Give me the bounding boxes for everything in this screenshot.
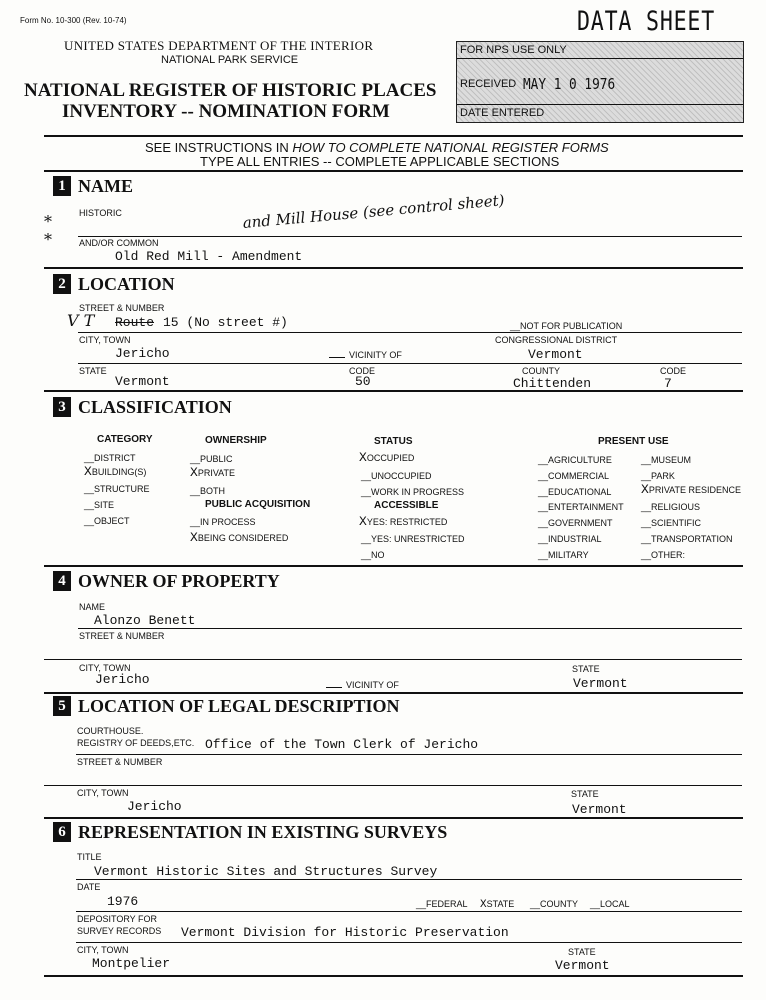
margin-asterisk: * bbox=[44, 230, 52, 249]
accessible-yes-restricted: XYES: RESTRICTED bbox=[359, 514, 448, 529]
use-industrial: __INDUSTRIAL bbox=[538, 534, 602, 544]
use-other: __OTHER: bbox=[641, 550, 686, 560]
code2-label: CODE bbox=[660, 366, 687, 376]
registry-value: Office of the Town Clerk of Jericho bbox=[205, 737, 479, 752]
city-town-label: CITY, TOWN bbox=[79, 335, 131, 345]
survey-date-label: DATE bbox=[77, 882, 101, 892]
survey-county: __COUNTY bbox=[530, 899, 579, 909]
accessible-yes-unrestricted: __YES: UNRESTRICTED bbox=[361, 534, 465, 544]
ownership-public: __PUBLIC bbox=[190, 454, 233, 464]
use-agriculture: __AGRICULTURE bbox=[538, 455, 612, 465]
street-number-label: STREET & NUMBER bbox=[79, 303, 165, 313]
divider bbox=[44, 267, 743, 269]
code-label: CODE bbox=[349, 366, 376, 376]
use-military: __MILITARY bbox=[538, 550, 589, 560]
service-name: NATIONAL PARK SERVICE bbox=[161, 54, 299, 66]
owner-vicinity-of: VICINITY OF bbox=[326, 680, 399, 690]
survey-date-value: 1976 bbox=[107, 894, 139, 909]
section-number-2: 2 bbox=[53, 274, 71, 294]
ownership-heading: OWNERSHIP bbox=[205, 435, 267, 446]
legal-city-value: Jericho bbox=[127, 799, 182, 814]
use-scientific: __SCIENTIFIC bbox=[641, 518, 702, 528]
status-work-in-progress: __WORK IN PROGRESS bbox=[361, 487, 465, 497]
present-use-heading: PRESENT USE bbox=[598, 436, 669, 447]
received-date: MAY 1 0 1976 bbox=[523, 75, 616, 93]
status-unoccupied: __UNOCCUPIED bbox=[361, 471, 432, 481]
divider bbox=[44, 975, 743, 977]
form-title-line1: NATIONAL REGISTER OF HISTORIC PLACES bbox=[24, 80, 437, 101]
category-site: __SITE bbox=[84, 500, 115, 510]
county-value: Chittenden bbox=[513, 376, 592, 391]
owner-name-value: Alonzo Benett bbox=[94, 613, 196, 628]
state-code-value: 50 bbox=[355, 374, 371, 389]
ownership-private: XPRIVATE bbox=[190, 465, 235, 480]
common-label: AND/OR COMMON bbox=[79, 238, 159, 248]
congressional-district-label: CONGRESSIONAL DISTRICT bbox=[495, 335, 618, 345]
margin-asterisk: * bbox=[44, 212, 52, 231]
state-value: Vermont bbox=[115, 374, 170, 389]
form-title-line2: INVENTORY -- NOMINATION FORM bbox=[62, 101, 390, 122]
category-object: __OBJECT bbox=[84, 516, 130, 526]
section-heading-location: LOCATION bbox=[78, 274, 175, 294]
divider bbox=[44, 817, 743, 819]
owner-state-label: STATE bbox=[572, 664, 600, 674]
owner-city-label: CITY, TOWN bbox=[79, 663, 131, 673]
nps-use-only-label: FOR NPS USE ONLY bbox=[460, 44, 567, 56]
courthouse-label: COURTHOUSE. bbox=[77, 726, 144, 736]
category-district: __DISTRICT bbox=[84, 453, 136, 463]
survey-local: __LOCAL bbox=[590, 899, 630, 909]
use-educational: __EDUCATIONAL bbox=[538, 487, 612, 497]
ownership-both: __BOTH bbox=[190, 486, 226, 496]
survey-state: XSTATE bbox=[480, 899, 515, 911]
struck-route: Route bbox=[115, 315, 155, 330]
depository-label-2: SURVEY RECORDS bbox=[77, 926, 162, 936]
public-acquisition-heading: PUBLIC ACQUISITION bbox=[205, 499, 311, 510]
section-number-6: 6 bbox=[53, 822, 71, 842]
depository-value: Vermont Division for Historic Preservation bbox=[181, 925, 509, 940]
state-label: STATE bbox=[79, 366, 107, 376]
divider bbox=[44, 390, 743, 392]
date-entered-label: DATE ENTERED bbox=[460, 107, 545, 119]
divider bbox=[44, 135, 743, 137]
use-park: __PARK bbox=[641, 471, 675, 481]
divider bbox=[44, 692, 743, 694]
handwritten-vt: V T bbox=[67, 311, 95, 330]
accessible-no: __NO bbox=[361, 550, 385, 560]
divider bbox=[44, 170, 743, 172]
legal-street-label: STREET & NUMBER bbox=[77, 757, 163, 767]
depository-label-1: DEPOSITORY FOR bbox=[77, 914, 158, 924]
use-religious: __RELIGIOUS bbox=[641, 502, 701, 512]
category-structure: __STRUCTURE bbox=[84, 484, 150, 494]
department-name: UNITED STATES DEPARTMENT OF THE INTERIOR bbox=[64, 38, 374, 53]
see-instructions: SEE INSTRUCTIONS IN HOW TO COMPLETE NATIONAL REGISTER FORMS bbox=[145, 140, 609, 155]
legal-state-value: Vermont bbox=[572, 802, 627, 817]
use-private-residence: XPRIVATE RESIDENCE bbox=[641, 482, 741, 497]
city-value: Jericho bbox=[115, 346, 170, 361]
status-heading: STATUS bbox=[374, 436, 413, 447]
section-number-5: 5 bbox=[53, 696, 71, 716]
owner-state-value: Vermont bbox=[573, 676, 628, 691]
acquisition-being-considered: XBEING CONSIDERED bbox=[190, 530, 289, 545]
nps-use-only-box bbox=[456, 41, 744, 123]
section-heading-legal: LOCATION OF LEGAL DESCRIPTION bbox=[78, 696, 400, 716]
section-heading-surveys: REPRESENTATION IN EXISTING SURVEYS bbox=[78, 822, 448, 842]
legal-state-label: STATE bbox=[571, 789, 599, 799]
common-name-value: Old Red Mill - Amendment bbox=[115, 249, 303, 264]
street-value: 15 (No street #) bbox=[163, 315, 288, 330]
section-number-1: 1 bbox=[53, 176, 71, 196]
survey-state-label: STATE bbox=[568, 947, 596, 957]
section-heading-classification: CLASSIFICATION bbox=[78, 397, 232, 417]
form-number: Form No. 10-300 (Rev. 10-74) bbox=[20, 16, 127, 25]
handwritten-amendment: and Mill House (see control sheet) bbox=[242, 191, 506, 232]
not-for-publication: __NOT FOR PUBLICATION bbox=[510, 321, 623, 331]
vicinity-of: VICINITY OF bbox=[329, 350, 402, 360]
owner-street-label: STREET & NUMBER bbox=[79, 631, 165, 641]
acquisition-in-process: __IN PROCESS bbox=[190, 517, 256, 527]
divider bbox=[44, 565, 743, 567]
survey-city-value: Montpelier bbox=[92, 956, 171, 971]
legal-city-label: CITY, TOWN bbox=[77, 788, 129, 798]
survey-city-label: CITY, TOWN bbox=[77, 945, 129, 955]
status-occupied: XOCCUPIED bbox=[359, 450, 415, 465]
use-transportation: __TRANSPORTATION bbox=[641, 534, 733, 544]
survey-state-value: Vermont bbox=[555, 958, 610, 973]
category-heading: CATEGORY bbox=[97, 434, 153, 445]
survey-title-value: Vermont Historic Sites and Structures Survey bbox=[94, 864, 438, 879]
county-label: COUNTY bbox=[522, 366, 560, 376]
owner-city-value: Jericho bbox=[95, 672, 150, 687]
use-commercial: __COMMERCIAL bbox=[538, 471, 610, 481]
use-entertainment: __ENTERTAINMENT bbox=[538, 502, 624, 512]
use-government: __GOVERNMENT bbox=[538, 518, 613, 528]
survey-federal: __FEDERAL bbox=[416, 899, 468, 909]
use-museum: __MUSEUM bbox=[641, 455, 692, 465]
section-number-3: 3 bbox=[53, 397, 71, 417]
county-code-value: 7 bbox=[664, 376, 672, 391]
accessible-heading: ACCESSIBLE bbox=[374, 500, 439, 511]
registry-label: REGISTRY OF DEEDS,ETC. bbox=[77, 738, 195, 748]
type-all-entries: TYPE ALL ENTRIES -- COMPLETE APPLICABLE SECTIONS bbox=[200, 154, 560, 169]
data-sheet-stamp: DATA SHEET bbox=[577, 6, 716, 37]
category-building: XBUILDING(S) bbox=[84, 464, 147, 479]
historic-label: HISTORIC bbox=[79, 208, 122, 218]
received-label: RECEIVED bbox=[460, 78, 517, 90]
section-heading-owner: OWNER OF PROPERTY bbox=[78, 571, 280, 591]
section-number-4: 4 bbox=[53, 571, 71, 591]
section-heading-name: NAME bbox=[78, 176, 133, 196]
congressional-district-value: Vermont bbox=[528, 347, 583, 362]
owner-name-label: NAME bbox=[79, 602, 106, 612]
survey-title-label: TITLE bbox=[77, 852, 102, 862]
